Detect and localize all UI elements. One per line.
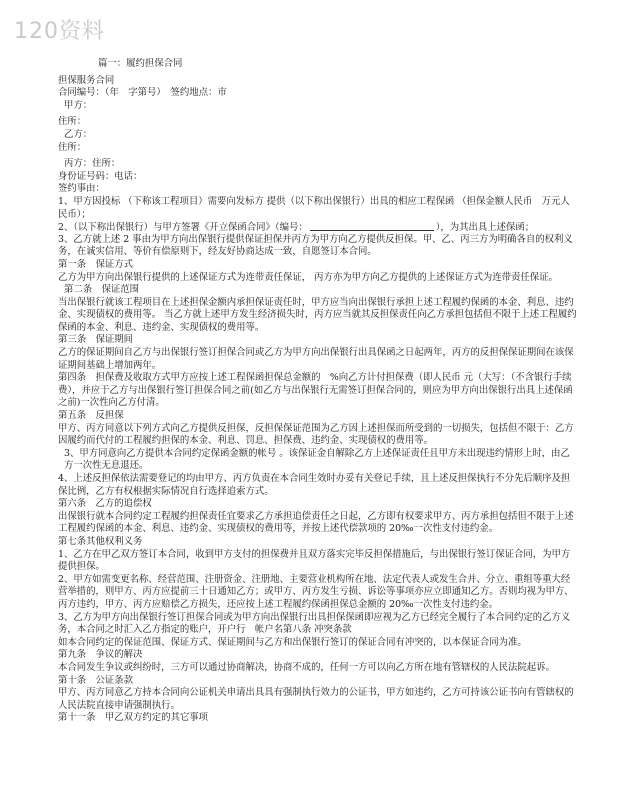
- article-8-text: 如本合同约定的保证范围、保证方式、保证期间与乙方和出保银行签订的保证合同有冲突的，以本保证合同为准。: [58, 636, 527, 648]
- article-7-item-2: 2、甲方如需变更名称、经营范围、注册资金、注册地、主要营业机构所在地、法定代表人或发生合并、分立、重组等重大经营举措的，则甲方、丙方应提前三十日通知乙方；或甲方、丙方发生亏损、诉讼等事项亦应立即通知乙方。否则均视为甲方、丙方违约，甲方、丙方应赔偿乙方损失，还应按上述工程履约保函担保总金额的 20‰一次性支付违约金。: [58, 573, 574, 610]
- article-3-text: 乙方的保证期间自乙方与出保银行签订担保合同或乙方为甲方向出保银行出具保函之日起两年，丙方的反担保保证期间在该保证期间基础上增加两年。: [58, 347, 574, 371]
- purpose-item-2: [58, 221, 578, 234]
- article-11-heading: 第十一条 甲乙双方约定的其它事项: [58, 712, 209, 724]
- doc-title: 篇一：履约担保合同: [98, 58, 183, 69]
- article-4-text: 第四条 担保费及收取方式甲方应按上述工程保函担保总金额的 %向乙方计付担保费（即人民币 元（大写：（不含银行手续费），并应于乙方与出保银行签订担保合同之前(如乙方与出保银行无需签订担保合同的，则应为甲方向出保银行出具上述保函之前)一次性向乙方付清。: [58, 372, 573, 409]
- article-10-text: 甲方、丙方同意乙方持本合同向公证机关申请出具具有强制执行效力的公证书，甲方如违约，乙方可持该公证书向有管辖权的人民法院直接申请强制执行。: [58, 687, 574, 711]
- article-7-heading: 第七条其他权利义务: [58, 535, 143, 547]
- article-5-item-4: 4、上述反担保依法需要登记的均由甲方、丙方负责在本合同生效时办妥有关登记手续，且上述反担保执行不分先后顺序及担保比例，乙方有权根据实际情况自行选择追索方式。: [58, 473, 571, 497]
- contract-number: 合同编号：（年 字第号） 签约地点：市: [58, 87, 227, 99]
- article-7-item-1: 1、乙方在甲乙双方签订本合同，收到甲方支付的担保费并且双方落实完毕反担保措施后，与出保银行签订保证合同，为甲方提供担保。: [58, 548, 571, 573]
- contract-number-blank: [310, 221, 434, 231]
- contract-name: 担保服务合同: [58, 74, 115, 86]
- article-5-heading: 第五条 反担保: [58, 410, 124, 422]
- article-2-heading: 第二条 保证范围: [64, 284, 140, 296]
- party-c: 丙方：住所：: [64, 158, 121, 170]
- party-a: 甲方：: [64, 99, 93, 111]
- party-b-address: 住所：: [58, 141, 87, 153]
- article-3-heading: 第三条 保证期间: [58, 334, 134, 346]
- article-9-heading: 第九条 争议的解决: [58, 649, 143, 661]
- purpose-item-1: 1、甲方因投标 （下称该工程项目）需要向发标方 提供（以下称出保银行）出具的相应工程保函 （担保金额人民币 万元人民币）；: [58, 195, 570, 220]
- purpose-item-2-start: 2、（以下称出保银行）与甲方签署《开立保函合同》（编号：: [58, 222, 308, 234]
- article-7-item-3: 3、乙方为甲方向出保银行签订担保合同或为甲方向出保银行出具担保保函即应视为乙方已经完全履行了本合同约定的乙方义务，本合同之时汇入乙方指定的账户，开户行 帐户名第八条 冲突条款: [58, 611, 571, 636]
- purpose-item-2-end: ），为其出具上述保函；: [435, 222, 535, 234]
- party-b: 乙方：: [64, 128, 93, 140]
- purpose-heading: 签约事由：: [58, 183, 105, 195]
- article-2-text: 当出保银行就该工程项目在上述担保金额内承担保证责任时，甲方应当向出保银行承担上述工程履约保函的本金、利息、违约金、实现债权的费用等。 当乙方就上述甲方发生经济损失时，丙方应当就其反担保责任向乙方承担包括但不限于上述工程履约保函的本金、利息、违约金、实现债权的费用等。: [58, 296, 577, 333]
- id-phone: 身份证号码：电话：: [58, 170, 143, 182]
- watermark-logo: 120资料: [14, 19, 105, 44]
- document-page: [58, 58, 578, 725]
- article-9-text: 本合同发生争议或纠纷时，三方可以通过协商解决，协商不成的，任何一方可以向乙方所在地有管辖权的人民法院起诉。: [58, 661, 555, 673]
- article-5-text: 甲方、丙方同意以下列方式向乙方提供反担保，反担保保证范围为乙方因上述担保而所受到的一切损失，包括但不限于：乙方因履约而代付的工程履约担保的本金、利息、罚息、担保费、违约金、实现债权的费用等。: [58, 422, 574, 447]
- purpose-item-3: 3、乙方就上述 2 事由为甲方向出保银行提供保证担保并丙方为甲方向乙方提供反担保。甲、乙、丙三方为明确各自的权利义务，在诚实信用、等价有偿原则下，经友好协商达成一致，自愿签订本合同。: [58, 233, 573, 258]
- article-1-heading: 第一条 保证方式: [58, 258, 134, 270]
- article-6-text: 出保银行就本合同约定工程履约担保责任宜要求乙方承担追偿责任之日起，乙方即有权要求甲方、丙方承担包括但不限于上述工程履约保函的本金、利息、违约金、实现债权的费用等，并按上述代偿款项的 20‰一次性支付违约金。: [58, 510, 574, 535]
- article-6-heading: 第六条 乙方的追偿权: [58, 498, 152, 510]
- article-5-item-3: 3、甲方同意向乙方提供本合同约定保函金额的帐号 。该保证金自解除乙方上述保证责任且甲方未出现违约情形上时，由乙方一次性无息退还。: [64, 447, 570, 472]
- party-a-address: 住所：: [58, 116, 87, 128]
- article-10-heading: 第十条 公证条款: [58, 674, 134, 686]
- article-1-text: 乙方为甲方向出保银行提供的上述保证方式为连带责任保证， 丙方亦为甲方向乙方提供的上述保证方式为连带责任保证。: [58, 271, 558, 283]
